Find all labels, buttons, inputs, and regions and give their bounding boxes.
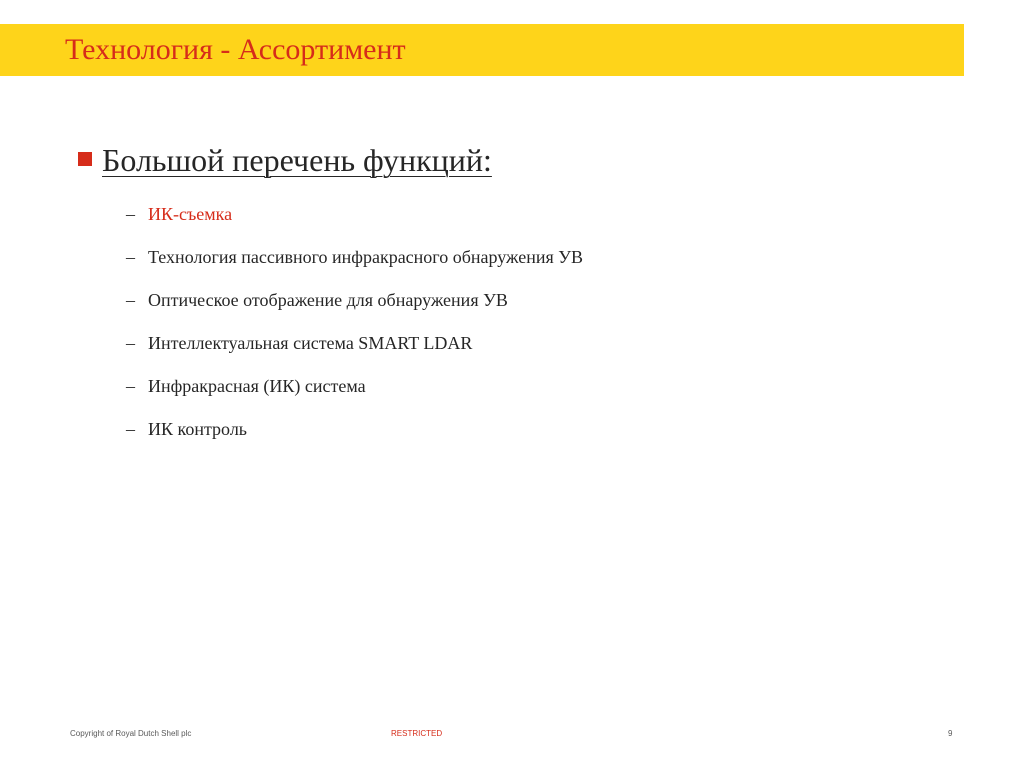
dash-bullet: – bbox=[126, 204, 135, 224]
dash-bullet: – bbox=[126, 419, 135, 439]
slide-title: Технология - Ассортимент bbox=[65, 33, 406, 66]
list-item-text: Инфракрасная (ИК) система bbox=[148, 376, 366, 396]
list-item bbox=[126, 375, 583, 418]
list-item bbox=[126, 418, 583, 461]
list-item bbox=[126, 289, 583, 332]
footer-page-number: 9 bbox=[948, 729, 953, 738]
list-item-text: Оптическое отображение для обнаружения УВ bbox=[148, 290, 508, 310]
dash-bullet: – bbox=[126, 247, 135, 267]
list-item bbox=[126, 203, 583, 246]
list-item-text: Интеллектуальная система SMART LDAR bbox=[148, 333, 473, 353]
list-item bbox=[126, 332, 583, 375]
bullet-heading: Большой перечень функций: bbox=[102, 142, 492, 178]
dash-bullet: – bbox=[126, 376, 135, 396]
list-item-text: ИК-съемка bbox=[148, 204, 233, 224]
sub-bullet-list bbox=[126, 203, 583, 461]
square-bullet-icon bbox=[78, 152, 92, 166]
dash-bullet: – bbox=[126, 333, 135, 353]
footer-classification: RESTRICTED bbox=[391, 729, 443, 738]
list-item-text: Технология пассивного инфракрасного обнаружения УВ bbox=[148, 247, 584, 267]
dash-bullet: – bbox=[126, 290, 135, 310]
main-bullet bbox=[78, 140, 492, 180]
list-item-text: ИК контроль bbox=[148, 419, 248, 439]
footer-copyright: Copyright of Royal Dutch Shell plc bbox=[70, 729, 192, 738]
list-item bbox=[126, 246, 583, 289]
